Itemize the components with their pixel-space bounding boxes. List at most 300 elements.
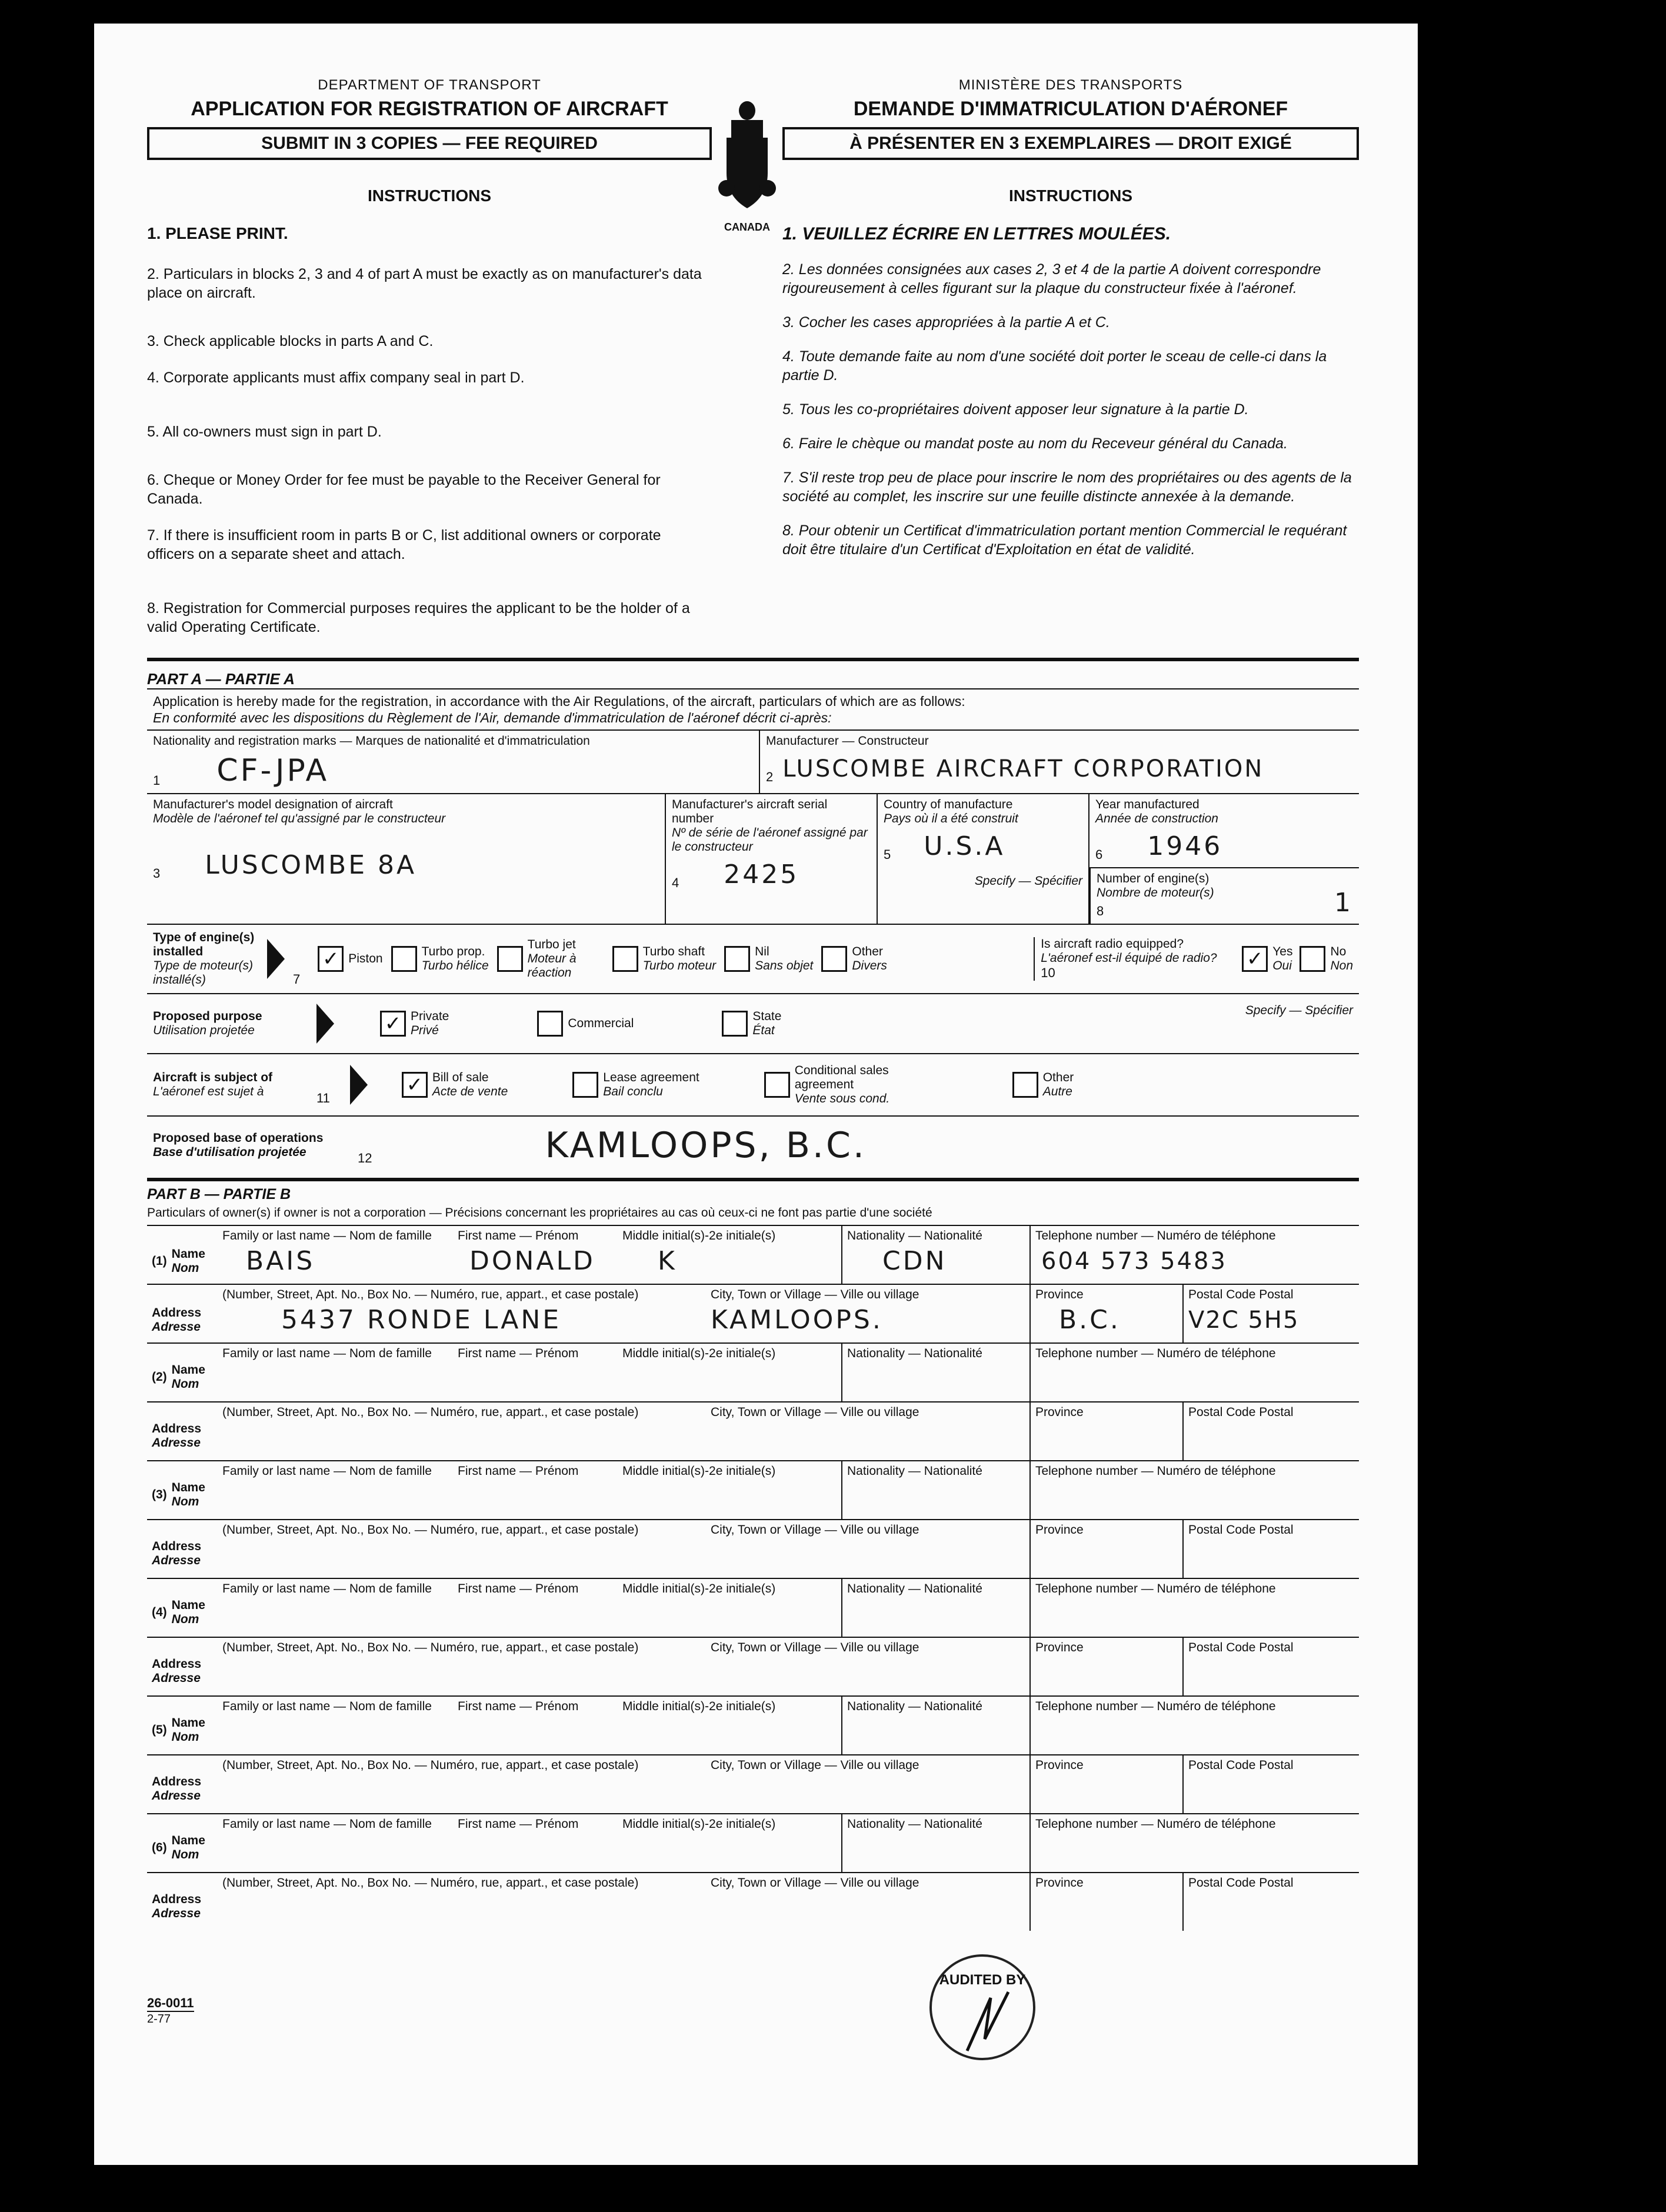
radio-yes-checkbox[interactable]: ✓ [1242, 946, 1268, 972]
instruction-item: 7. S'il reste trop peu de place pour inscrire le nom des propriétaires ou des agents de la société au complet, les inscrire sur une feuille distincte annexée à la demande. [782, 469, 1352, 505]
engine-type-label-fr: Divers [852, 959, 887, 972]
engine-type-label: Turbo shaft [642, 945, 705, 958]
country-value[interactable]: U.S.A [924, 831, 1005, 861]
coat-of-arms-icon [715, 100, 779, 218]
purpose-labels [752, 1010, 781, 1038]
instructions-list-fr [782, 224, 1359, 559]
instruction-item: 2. Les données consignées aux cases 2, 3 et 4 de la partie A doivent correspondre rigoureusement à celles figurant sur la plaque du constructeur fixée à l'aéronef. [782, 261, 1321, 297]
subject-checkbox[interactable]: ✓ [402, 1072, 428, 1098]
country-label-en: Country of manufacture [884, 798, 1013, 811]
engine-type-label: Turbo prop. [421, 945, 485, 958]
purpose-labels [411, 1010, 449, 1038]
subject-labels [795, 1064, 948, 1106]
purpose-checkbox[interactable] [537, 1011, 563, 1037]
instruction-item: 3. Check applicable blocks in parts A and C. [147, 333, 434, 349]
province-cell [1029, 1754, 1182, 1813]
document-page [94, 24, 1418, 2165]
telephone-cell [1029, 1579, 1359, 1637]
country-value-row [884, 831, 1082, 862]
name-values-row [152, 1834, 837, 1862]
base-value[interactable]: KAMLOOPS, B.C. [545, 1125, 867, 1166]
engine-type-checkbox[interactable] [612, 946, 638, 972]
radio-label-en: Is aircraft radio equipped? [1041, 937, 1184, 951]
engine-type-checkbox[interactable] [821, 946, 847, 972]
address-cell [147, 1637, 1029, 1695]
base-labels [153, 1131, 347, 1160]
part-a-title: PART A — PARTIE A [147, 670, 295, 688]
radio-no-option [1300, 945, 1353, 973]
manufacturer-value[interactable]: LUSCOMBE AIRCRAFT CORPORATION [782, 755, 1264, 782]
address-values-row [152, 1775, 1025, 1803]
owner-index: (2) [152, 1370, 167, 1384]
subject-label: Bill of sale [432, 1071, 489, 1084]
spacer [152, 1758, 222, 1773]
owners-list [147, 1225, 1359, 1931]
year-value-row [1095, 831, 1353, 862]
subject-checkbox[interactable] [572, 1072, 598, 1098]
street-value[interactable]: 5437 RONDE LANE [281, 1305, 562, 1335]
engine-type-labels [755, 945, 813, 973]
engine-type-labels [348, 952, 382, 966]
instructions-heading-fr: INSTRUCTIONS [1009, 186, 1132, 205]
name-cell [147, 1579, 841, 1637]
nationality-label: Nationality and registration marks — Marques de nationalité et d'immatriculation [153, 734, 590, 748]
radio-no-checkbox[interactable] [1300, 946, 1325, 972]
engine-type-row [147, 924, 1359, 993]
address-label: Address [152, 1775, 202, 1788]
name-label: Name [171, 1834, 205, 1847]
telephone-cell [1029, 1461, 1359, 1519]
address-label: Address [152, 1657, 202, 1671]
instruction-item: 1. PLEASE PRINT. [147, 224, 288, 242]
postal-cell [1182, 1872, 1359, 1931]
address-labels [152, 1306, 222, 1334]
nationality-cell [841, 1461, 1029, 1519]
owner-block [147, 1813, 1359, 1931]
name-label-fr: Nom [171, 1377, 199, 1391]
subject-checkbox[interactable] [1012, 1072, 1038, 1098]
address-label-fr: Adresse [152, 1554, 201, 1567]
name-labels [172, 1247, 205, 1275]
address-labels [152, 1775, 222, 1803]
engine-type-label-fr: Moteur à réaction [527, 952, 577, 980]
nationality-value[interactable]: CDN [882, 1246, 947, 1276]
arrow-icon [267, 939, 285, 979]
part-a-intro [147, 688, 1359, 729]
purpose-option [722, 1010, 781, 1038]
name-label: Name [171, 1481, 205, 1494]
province-cell [1029, 1637, 1182, 1695]
engine-type-option [391, 945, 489, 973]
subject-label: Lease agreement [603, 1071, 699, 1084]
subject-labels [432, 1071, 508, 1099]
engine-type-labels [153, 931, 259, 987]
instruction-item: 6. Cheque or Money Order for fee must be payable to the Receiver General for Canada. [147, 472, 661, 507]
divider [147, 1178, 1359, 1181]
instruction-item: 7. If there is insufficient room in parts B or C, list additional owners or corporate officers on a separate sheet and attach. [147, 527, 661, 562]
middle-initial-label: Middle initial(s)-2e initiale(s) [622, 1347, 776, 1360]
block-number: 10 [1041, 965, 1055, 980]
name-labels-row [152, 1700, 837, 1714]
subject-option [572, 1071, 699, 1099]
block-number: 8 [1097, 904, 1104, 918]
name-label-fr: Nom [171, 1730, 199, 1744]
name-values-row [152, 1481, 837, 1509]
subject-option [1012, 1071, 1074, 1099]
part-b [147, 1185, 1359, 1931]
address-values-row [152, 1893, 1025, 1921]
serial-value[interactable]: 2425 [724, 860, 799, 890]
address-labels-row [152, 1876, 1025, 1890]
manufacturer-label: Manufacturer — Constructeur [766, 734, 929, 748]
engine-type-label-fr: Turbo moteur [642, 959, 717, 972]
address-values-row [152, 1304, 1025, 1336]
base-label-fr: Base d'utilisation projetée [153, 1145, 306, 1159]
owner-block [147, 1460, 1359, 1578]
city-value[interactable]: KAMLOOPS. [711, 1305, 883, 1335]
block-number: 4 [672, 875, 679, 890]
name-label-group [152, 1247, 222, 1275]
subject-label-fr: Vente sous cond. [794, 1092, 890, 1105]
engine-type-option [318, 946, 382, 972]
purpose-option [380, 1010, 449, 1038]
block-number: 7 [293, 972, 301, 987]
spacer [152, 1347, 222, 1361]
owner-block [147, 1578, 1359, 1695]
radio-yes-labels [1272, 945, 1292, 973]
middle-initial-value[interactable]: K [658, 1246, 677, 1276]
base-row [147, 1115, 1359, 1178]
address-label: Address [152, 1893, 202, 1906]
engine-type-labels [528, 938, 604, 980]
nationality-cell [841, 1579, 1029, 1637]
purpose-label-fr: Utilisation projetée [153, 1024, 255, 1037]
nationality-cell [841, 1226, 1029, 1284]
postal-cell [1182, 1401, 1359, 1460]
telephone-label: Telephone number — Numéro de téléphone [1035, 1700, 1276, 1713]
province-cell [1029, 1401, 1182, 1460]
name-cell [147, 1226, 841, 1284]
address-cell [147, 1872, 1029, 1931]
purpose-row [147, 993, 1359, 1053]
manufacturer-value-row [766, 753, 1353, 785]
year-label-fr: Année de construction [1095, 812, 1218, 825]
telephone-label: Telephone number — Numéro de téléphone [1035, 1817, 1276, 1831]
postal-label: Postal Code Postal [1188, 1288, 1294, 1301]
engine-type-checkbox[interactable] [497, 946, 523, 972]
first-name-label: First name — Prénom [458, 1700, 579, 1713]
name-values-row [152, 1245, 837, 1277]
name-labels [172, 1834, 205, 1862]
header-right [782, 76, 1359, 559]
model-cell [147, 794, 665, 924]
part-a [147, 669, 1359, 1178]
telephone-cell [1029, 1226, 1359, 1284]
city-label: City, Town or Village — Ville ou village [711, 1288, 919, 1301]
street-label: (Number, Street, Apt. No., Box No. — Numéro, rue, appart., et case postale) [222, 1641, 639, 1654]
first-name-value[interactable]: DONALD [469, 1246, 595, 1276]
part-a-intro-fr: En conformité avec les dispositions du Règlement de l'Air, demande d'immatriculation de l'aéronef décrit ci-après: [153, 710, 832, 725]
family-name-label: Family or last name — Nom de famille [222, 1700, 432, 1713]
engine-type-label-en: Type of engine(s) installed [153, 931, 255, 958]
subject-label: Conditional sales agreement [794, 1064, 889, 1091]
subject-labels [603, 1071, 699, 1099]
street-label: (Number, Street, Apt. No., Box No. — Numéro, rue, appart., et case postale) [222, 1523, 639, 1537]
purpose-label-en: Proposed purpose [153, 1010, 262, 1023]
postal-label: Postal Code Postal [1188, 1405, 1294, 1419]
radio-no-labels [1330, 945, 1353, 973]
radio-no-label: No [1330, 945, 1347, 958]
purpose-label-fr: Privé [411, 1024, 439, 1037]
province-cell [1029, 1872, 1182, 1931]
part-b-intro: Particulars of owner(s) if owner is not a corporation — Précisions concernant les propriétaires au cas où ceux-ci ne font pas partie d'une société [147, 1206, 932, 1220]
crest-label: CANADA [724, 221, 770, 233]
engine-type-checkbox[interactable] [724, 946, 750, 972]
purpose-label-fr: État [752, 1024, 775, 1037]
spacer [152, 1641, 222, 1655]
name-labels [172, 1598, 205, 1627]
block-number: 1 [153, 773, 161, 788]
name-labels [172, 1363, 205, 1391]
name-label-group [152, 1716, 222, 1744]
engine-type-label: Other [852, 945, 883, 958]
instruction-item: 3. Cocher les cases appropriées à la partie A et C. [782, 314, 1110, 331]
family-name-label: Family or last name — Nom de famille [222, 1229, 432, 1242]
engine-type-labels [422, 945, 489, 973]
nationality-cell [841, 1814, 1029, 1872]
name-values-row [152, 1598, 837, 1627]
telephone-label: Telephone number — Numéro de téléphone [1035, 1464, 1276, 1478]
stamp-text: AUDITED BY [939, 1972, 1026, 1988]
name-label-group [152, 1481, 222, 1509]
engine-type-option [724, 945, 813, 973]
telephone-cell [1029, 1814, 1359, 1872]
province-cell [1029, 1519, 1182, 1578]
purpose-specify-label: Specify — Spécifier [1245, 1004, 1353, 1017]
engines-cell [1089, 867, 1359, 924]
province-label: Province [1035, 1876, 1084, 1890]
nationality-value[interactable]: CF-JPA [216, 753, 329, 788]
first-name-label: First name — Prénom [458, 1464, 579, 1478]
address-labels [152, 1540, 222, 1568]
owner-index: (4) [152, 1605, 167, 1619]
name-label-group [152, 1834, 222, 1862]
engine-type-label-fr: Turbo hélice [421, 959, 489, 972]
name-values-row [152, 1363, 837, 1391]
subject-checkbox[interactable] [764, 1072, 790, 1098]
engines-label-fr: Nombre de moteur(s) [1097, 886, 1214, 900]
dept-fr: MINISTÈRE DES TRANSPORTS [958, 77, 1183, 93]
province-label: Province [1035, 1288, 1084, 1301]
address-labels [152, 1893, 222, 1921]
radio-question [1034, 937, 1353, 981]
radio-no-label-fr: Non [1330, 959, 1353, 972]
subject-label-fr: Autre [1042, 1085, 1072, 1098]
address-cell [147, 1754, 1029, 1813]
spacer [152, 1876, 222, 1890]
instruction-item: 4. Corporate applicants must affix company seal in part D. [147, 369, 525, 386]
engine-type-labels [852, 945, 887, 973]
middle-initial-label: Middle initial(s)-2e initiale(s) [622, 1582, 776, 1595]
purpose-option [537, 1011, 634, 1037]
family-name-label: Family or last name — Nom de famille [222, 1582, 432, 1595]
purpose-checkbox[interactable] [722, 1011, 748, 1037]
name-labels [172, 1481, 205, 1509]
copies-fr-box: À PRÉSENTER EN 3 EXEMPLAIRES — DROIT EXIGÉ [782, 127, 1359, 160]
engine-type-checkbox[interactable] [391, 946, 417, 972]
address-labels-row [152, 1758, 1025, 1773]
nationality-label: Nationality — Nationalité [847, 1347, 982, 1360]
form-revision: 2-77 [147, 2013, 171, 2026]
arrow-icon [316, 1004, 334, 1044]
instruction-item: 5. Tous les co-propriétaires doivent apposer leur signature à la partie D. [782, 401, 1249, 418]
address-labels-row [152, 1641, 1025, 1655]
name-labels-row [152, 1817, 837, 1831]
arrow-icon [350, 1065, 368, 1105]
radio-labels [1041, 937, 1235, 981]
telephone-label: Telephone number — Numéro de téléphone [1035, 1347, 1276, 1360]
city-label: City, Town or Village — Ville ou village [711, 1876, 919, 1890]
name-labels [172, 1716, 205, 1744]
first-name-label: First name — Prénom [458, 1817, 579, 1831]
postal-label: Postal Code Postal [1188, 1876, 1294, 1890]
block-number: 6 [1095, 847, 1103, 862]
first-name-label: First name — Prénom [458, 1347, 579, 1360]
part-a-row-2 [147, 793, 1359, 924]
instruction-item: 6. Faire le chèque ou mandat poste au nom du Receveur général du Canada. [782, 435, 1288, 452]
block-number: 11 [316, 1091, 330, 1105]
spacer [152, 1817, 222, 1831]
city-label: City, Town or Village — Ville ou village [711, 1641, 919, 1654]
city-label: City, Town or Village — Ville ou village [711, 1758, 919, 1772]
address-labels-row [152, 1405, 1025, 1420]
engines-labels [1097, 872, 1334, 919]
address-values-row [152, 1657, 1025, 1685]
purpose-checkbox[interactable]: ✓ [380, 1011, 406, 1037]
instructions-list-en [147, 224, 712, 637]
engines-value[interactable]: 1 [1334, 888, 1353, 918]
first-name-label: First name — Prénom [458, 1229, 579, 1242]
instruction-item: 1. VEUILLEZ ÉCRIRE EN LETTRES MOULÉES. [782, 224, 1171, 244]
engine-type-option [497, 938, 604, 980]
model-value[interactable]: LUSCOMBE 8A [205, 850, 417, 880]
spacer [152, 1582, 222, 1596]
subject-labels [1043, 1071, 1074, 1099]
form-number: 26-0011 [147, 1996, 194, 2012]
postal-cell [1182, 1754, 1359, 1813]
subject-labels [153, 1071, 306, 1099]
nationality-label: Nationality — Nationalité [847, 1582, 982, 1595]
instruction-item: 5. All co-owners must sign in part D. [147, 424, 382, 440]
name-label-fr: Nom [171, 1495, 199, 1508]
telephone-value[interactable]: 604 573 5483 [1041, 1248, 1227, 1275]
telephone-cell [1029, 1344, 1359, 1401]
nationality-label: Nationality — Nationalité [847, 1700, 982, 1713]
postal-label: Postal Code Postal [1188, 1523, 1294, 1537]
spacer [152, 1288, 222, 1302]
title-en: APPLICATION FOR REGISTRATION OF AIRCRAFT [191, 98, 668, 120]
title-fr: DEMANDE D'IMMATRICULATION D'AÉRONEF [853, 98, 1288, 120]
year-engines-cell [1088, 794, 1359, 924]
name-labels-row [152, 1229, 837, 1243]
radio-yes-label-fr: Oui [1272, 959, 1292, 972]
postal-value[interactable]: V2C 5H5 [1188, 1307, 1300, 1334]
subject-label-fr: Bail conclu [603, 1085, 663, 1098]
address-cell [147, 1284, 1029, 1342]
subject-label: Other [1042, 1071, 1074, 1084]
postal-label: Postal Code Postal [1188, 1758, 1294, 1772]
base-label-en: Proposed base of operations [153, 1131, 324, 1145]
subject-label-en: Aircraft is subject of [153, 1071, 273, 1084]
owner-block [147, 1342, 1359, 1460]
subject-options [402, 1064, 1074, 1106]
family-name-value[interactable]: BAIS [246, 1246, 315, 1276]
engine-type-label-fr: Type de moteur(s) installé(s) [153, 959, 253, 987]
subject-option [402, 1071, 508, 1099]
serial-cell [665, 794, 877, 924]
spacer [152, 1700, 222, 1714]
spacer [152, 1229, 222, 1243]
serial-label-fr: Nº de série de l'aéronef assigné par le constructeur [672, 826, 868, 854]
purpose-labels [568, 1017, 634, 1031]
part-a-intro-en: Application is hereby made for the registration, in accordance with the Air Regulations, of the aircraft, particulars of which are as follows: [153, 694, 965, 709]
address-values-row [152, 1540, 1025, 1568]
subject-option [764, 1064, 948, 1106]
nationality-label: Nationality — Nationalité [847, 1464, 982, 1478]
address-label: Address [152, 1422, 202, 1435]
address-labels-row [152, 1288, 1025, 1302]
serial-label-en: Manufacturer's aircraft serial number [672, 798, 828, 825]
owner-index: (5) [152, 1723, 167, 1737]
nationality-cell [841, 1697, 1029, 1754]
engine-type-checkbox[interactable]: ✓ [318, 946, 344, 972]
telephone-label: Telephone number — Numéro de téléphone [1035, 1582, 1276, 1595]
address-label-fr: Adresse [152, 1907, 201, 1920]
name-labels-row [152, 1464, 837, 1478]
province-value[interactable]: B.C. [1059, 1305, 1121, 1335]
name-values-row [152, 1716, 837, 1744]
address-labels [152, 1657, 222, 1685]
owner-block [147, 1695, 1359, 1813]
country-cell [877, 794, 1088, 924]
year-value[interactable]: 1946 [1147, 831, 1223, 861]
name-label-fr: Nom [171, 1261, 199, 1275]
instruction-item: 2. Particulars in blocks 2, 3 and 4 of part A must be exactly as on manufacturer's data place on aircraft. [147, 266, 702, 301]
telephone-cell [1029, 1697, 1359, 1754]
nationality-cell [147, 731, 759, 793]
spacer [152, 1464, 222, 1478]
purpose-labels [153, 1010, 306, 1038]
engine-type-option [821, 945, 887, 973]
signature-icon [932, 1957, 1038, 2063]
postal-cell [1182, 1637, 1359, 1695]
radio-yes-option [1242, 945, 1292, 973]
middle-initial-label: Middle initial(s)-2e initiale(s) [622, 1464, 776, 1478]
name-label-group [152, 1598, 222, 1627]
instructions-heading-en: INSTRUCTIONS [368, 186, 491, 205]
subject-row [147, 1053, 1359, 1115]
part-a-row-1 [147, 729, 1359, 793]
first-name-label: First name — Prénom [458, 1582, 579, 1595]
middle-initial-label: Middle initial(s)-2e initiale(s) [622, 1700, 776, 1713]
address-label: Address [152, 1540, 202, 1553]
purpose-label: Private [411, 1010, 449, 1023]
name-labels-row [152, 1582, 837, 1596]
subject-label-fr: Acte de vente [432, 1085, 508, 1098]
name-cell [147, 1697, 841, 1754]
block-number: 3 [153, 866, 161, 881]
address-labels [152, 1422, 222, 1450]
